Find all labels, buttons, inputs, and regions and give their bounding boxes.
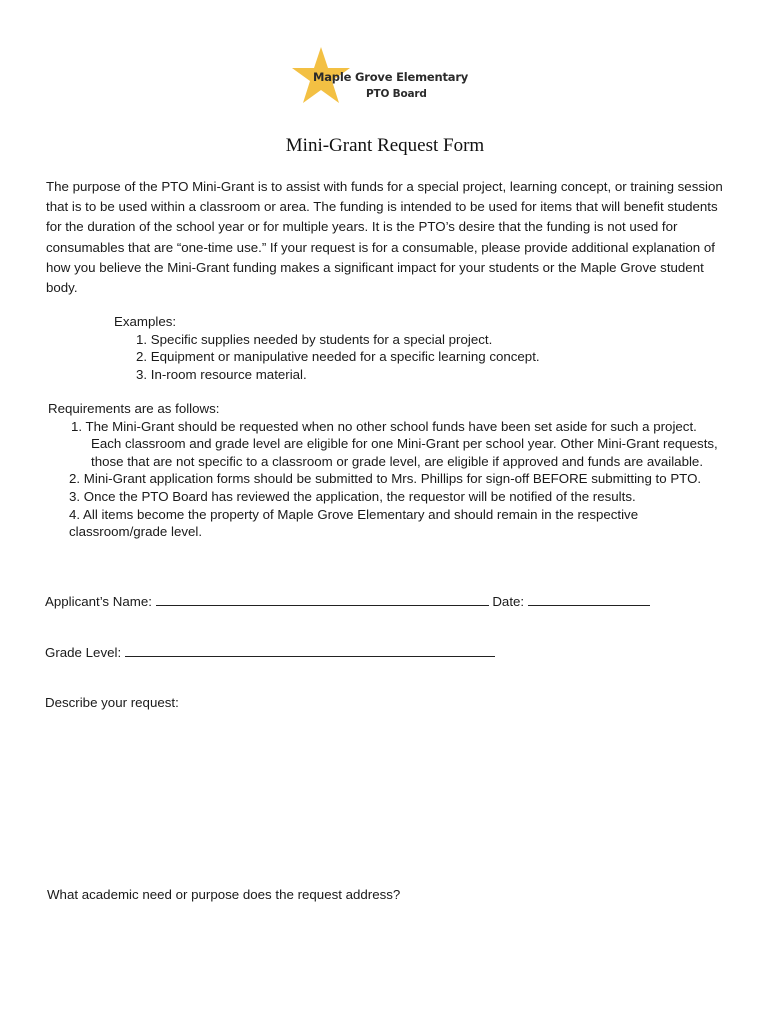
page-title: Mini-Grant Request Form bbox=[285, 135, 485, 156]
applicant-name-field[interactable] bbox=[156, 594, 489, 606]
logo-school-name: Maple Grove Elementary bbox=[313, 70, 469, 84]
requirement-item-4: 4. All items become the property of Maple Grove Elementary and should remain in the respective classroom/grade level. bbox=[69, 506, 639, 540]
example-item: 3. In-room resource material. bbox=[136, 366, 307, 382]
example-item: 2. Equipment or manipulative needed for a specific learning concept. bbox=[136, 349, 540, 365]
grade-level-field[interactable] bbox=[125, 645, 495, 657]
date-label: Date: bbox=[492, 594, 525, 609]
requirements-list bbox=[48, 400, 738, 541]
applicant-name-row bbox=[45, 594, 650, 609]
requirement-item-2: 2. Mini-Grant application forms should be submitted to Mrs. Phillips for sign-off BEFORE submitting to PTO. bbox=[69, 471, 702, 487]
pto-logo bbox=[290, 44, 469, 106]
requirement-item-1-continued: Each classroom and grade level are eligible for one Mini-Grant per school year. Other Mini-Grant requests, those that are not specific to a classroom or grade level, are eligible if approved and funds are available. bbox=[91, 436, 718, 469]
requirements-heading: Requirements are as follows: bbox=[48, 401, 220, 416]
example-item: 1. Specific supplies needed by students for a special project. bbox=[136, 331, 493, 347]
applicant-name-label: Applicant’s Name: bbox=[45, 594, 152, 609]
logo-board-name: PTO Board bbox=[366, 88, 427, 100]
grade-level-row bbox=[45, 645, 495, 660]
describe-request-label: Describe your request: bbox=[45, 695, 179, 710]
academic-need-label: What academic need or purpose does the request address? bbox=[47, 887, 401, 902]
examples-list bbox=[114, 313, 540, 383]
grade-level-label: Grade Level: bbox=[45, 645, 122, 660]
requirement-item-1: 1. The Mini-Grant should be requested when no other school funds have been set aside for such a project. bbox=[71, 418, 697, 434]
intro-paragraph: The purpose of the PTO Mini-Grant is to assist with funds for a special project, learning concept, or training session that is to be used within a classroom or area. The funding is intended to be used for items that will benefit students for the duration of the school year or for multiple years. It is the PTO’s desire that the funding is not used for consumables that are “one-time use.” If your request is for a consumable, please provide additional explanation of how you believe the Mini-Grant funding makes a significant impact for your students or the Maple Grove student body. bbox=[46, 179, 723, 296]
examples-heading: Examples: bbox=[114, 314, 177, 329]
requirement-item-3: 3. Once the PTO Board has reviewed the application, the requestor will be notified of the results. bbox=[69, 488, 636, 504]
date-field[interactable] bbox=[528, 594, 650, 606]
